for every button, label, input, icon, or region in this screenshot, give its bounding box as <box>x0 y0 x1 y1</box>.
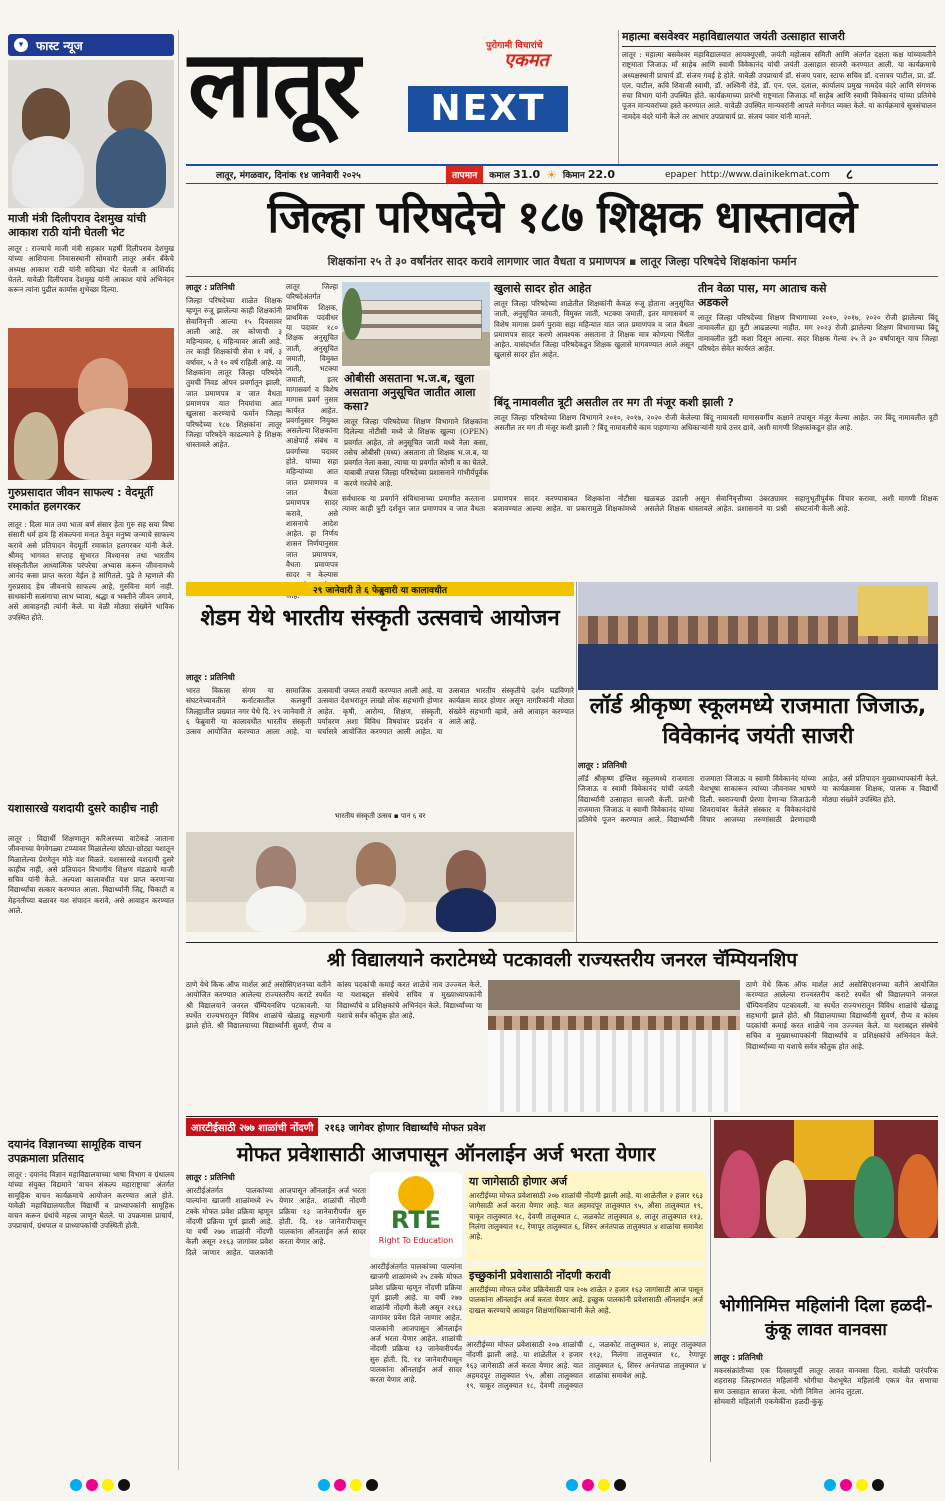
masthead-title: लातूर <box>188 31 359 138</box>
rte-logo-text: RTE <box>390 1206 442 1234</box>
lead-col1 <box>186 282 282 550</box>
shedam-continued: भारतीय संस्कृती उत्सव ▪ पान ६ वर <box>334 812 426 820</box>
top-right-story <box>622 30 936 164</box>
story4-body: लातूर : दयानंद विज्ञान महाविद्यालयाच्या भाषा विभाग व ग्रंथालय यांच्या संयुक्त विद्यमाने 'वाचन संकल्प महाराष्ट्राचा' अंतर्गत सामूहिक वाचन कार्यक्रमाचे आयोजन करण्यात आले होते. यावेळी महाविद्यालयातील विद्यार्थी व प्राध्यापकांनी सामूहिक वाचन करून ग्रंथांचे महत्त्व जाणून घेतले. या उपक्रमास प्राचार्य, उपप्राचार्य, ग्रंथपाल व प्राध्यापकांची उपस्थिती होती. <box>8 1170 174 1231</box>
box1-headline: ओबीसी असताना भ.ज.ब, खुला असताना अनुसूचित जातीत आला कसा? <box>344 372 476 413</box>
box3-headline: तीन वेळा पास, मग आताच कसे अडकले <box>698 282 827 309</box>
bhogi-headline: भोगीनिमित्त महिलांनी दिला हळदी-कुंकू लावत वानवसा <box>719 1296 933 1340</box>
rte-kicker: आरटीईसाठी २७७ शाळांची नोंदणी <box>186 1118 318 1136</box>
date-strip <box>186 164 938 184</box>
rte-headline: मोफत प्रवेशासाठी आजपासून ऑनलाईन अर्ज भरता येणार <box>236 1142 656 1166</box>
masthead <box>186 30 616 160</box>
weather-label: तापमान <box>446 166 483 183</box>
rte-body: आरटीईअंतर्गत पालकांच्या पाल्यांना खाजगी शाळांमध्ये २५ टक्के मोफत प्रवेश प्रक्रिया म्हणून नोंदणी प्रक्रिया पूर्ण झाली आहे. या वर्षी २७७ शाळांनी नोंदणी केली असून २१६३ जागांवर प्रवेश दिले जाणार आहेत. पालकांनी आजपासून ऑनलाईन अर्ज भरता येणार आहेत. शाळांची नोंदणी प्रक्रिया १३ जानेवारीपर्यंत सुरु होती. दि. १४ जानेवारीपासून पालकांना ऑनलाईन अर्ज सादर करता येणार आहे. <box>186 1186 366 1257</box>
story2-headline: गुरुप्रसादात जीवन साफल्य : वेदमूर्ती रमाकांत हलगरकर <box>8 486 154 513</box>
story1-photo <box>8 60 174 208</box>
rte-box1-body: आरटीईच्या मोफत प्रवेशासाठी २०७ शाळांची नोंदणी झाली आहे. या शाळेतील २ हजार १६३ जागेसाठी अर्ज करता येणार आहे. यात अहमदपूर तालुक्यात ९५, औसा तालुक्यात १९, चाकूर तालुक्यात १८, देवणी तालुक्यात ८, जळकोट तालुक्यात ४, लातूर तालुक्यात ११३, निलंगा तालुक्यात १८, रेणापूर तालुक्यात ६, शिरुर अनंतपाळ तालुक्यात ४ शाळांचा समावेश आहे. <box>469 1191 703 1242</box>
rte-text <box>186 1172 366 1462</box>
rte-box2 <box>466 1266 706 1336</box>
min-label: किमान <box>562 171 585 181</box>
lord-body: लॉर्ड श्रीकृष्ण इंग्लिश स्कूलमध्ये राजमाता जिजाऊ व स्वामी विवेकानंद यांची जयंती विद्यार्थ्यांनी उत्साहात साजरी केली. प्रारंभी राजमाता जिजाऊ व स्वामी विवेकानंद यांच्या प्रतिमेचे पूजन करण्यात आले. विद्यार्थ्यांनी राजमाता जिजाऊ व स्वामी विवेकानंद यांच्या वेशभूषा साकारून त्यांच्या जीवनावर भाषणे दिली. स्वराज्याची प्रेरणा देणाऱ्या जिजाऊंनी शिवरायांवर केलेले संस्कार व विवेकानंदांचे विचार आजच्या तरुणांसाठी प्रेरणादायी आहेत, असे प्रतिपादन मुख्याध्यापकांनी केले. या कार्यक्रमास शिक्षक, पालक व विद्यार्थी मोठ्या संख्येने उपस्थित होते. <box>578 774 938 825</box>
epaper-label: epaper <box>665 169 697 180</box>
fast-news-header <box>8 34 174 56</box>
lead-col2-text: लातूर जिल्हा परिषदेअंतर्गत प्राथमिक शिक्षक, प्राथमिक पदवीधर या पदावर १८० शिक्षक अनुसूचित जाती, अनुसूचित जमाती, विमुक्त जाती, भटक्या जमाती, इतर मागासवर्ग व विशेष मागास प्रवर्ग नुसार कार्यरत आहेत. प्रवर्गानुसार नियुक्त असलेल्या शिक्षकांना आक्षेपार्ह संबंध व प्रवर्गाच्या पदावर होते. यांच्या सहा महिन्यांच्या आत जात प्रमाणपत्र व जात वैधता प्रमाणपत्र सादर करावे, असे शासनाचे आदेश आहेत. हा निर्णय शासन निर्णयानुसार जात प्रमाणपत्र, वैधता प्रमाणपत्र सादर न केल्यास <box>286 282 338 580</box>
page-number: ८ <box>845 167 854 183</box>
date-line: लातूर, मंगळवार, दिनांक १४ जानेवारी २०२५ <box>216 171 361 181</box>
bhogi-byline: लातूर : प्रतिनिधी <box>714 1353 763 1362</box>
sun-icon: ☀ <box>546 167 557 182</box>
rte-logo-sub: Right To Education <box>378 1236 454 1245</box>
rte-body-right: आरटीईच्या मोफत प्रवेशासाठी २०७ शाळांची नोंदणी झाली आहे. या शाळेतील २ हजार १६३ जागेसाठी अर्ज करता येणार आहे. यात अहमदपूर तालुक्यात ९५, औसा तालुक्यात १९, चाकूर तालुक्यात १८, देवणी तालुक्यात ८, जळकोट तालुक्यात ४, लातूर तालुक्यात ११३, निलंगा तालुक्यात १८, रेणापूर तालुक्यात ६, शिरुर अनंतपाळ तालुक्यात ४ शाळांचा समावेश आहे. <box>466 1340 706 1391</box>
building-photo <box>342 282 490 366</box>
rte-box1-headline: या जागेसाठी होणार अर्ज <box>469 1175 568 1188</box>
date-banner <box>186 582 574 596</box>
lord-headline: लॉर्ड श्रीकृष्ण स्कूलमध्ये राजमाता जिजाऊ, विवेकानंद जयंती साजरी <box>589 694 927 749</box>
fast-news-column <box>6 30 176 1470</box>
box2-body: लातूर जिल्हा परिषदेच्या शाळेतील शिक्षकांनी केवळ रुजू होताना अनुसूचित जाती, अनुसूचित जमाती, विमुक्त जाती, भटक्या जमाती, इतर मागासवर्ग व विशेष मागास प्रवर्ग पुरावा सहा महिन्यात यात जात प्रमाणपत्र व जात वैधता प्रमाणपत्र सादर करणे आवश्यक असताना ते शिक्षक मात्र कोणत्या भिंतीत आहेत. यासंदर्भात जिल्हा परिषदेकडून शिक्षक खुलासे मागवण्यात आले असून खुलासे सादर होत आहेत. <box>494 299 694 360</box>
max-temp: 31.0 <box>513 168 541 181</box>
story1-headline: माजी मंत्री दिलीपराव देशमुख यांची आकाश राठी यांनी घेतली भेट <box>8 212 146 239</box>
box2 <box>494 282 694 392</box>
max-label: कमाल <box>489 171 511 181</box>
story4-headline: दयानंद विज्ञानच्या सामूहिक वाचन उपक्रमाला प्रतिसाद <box>8 1138 142 1165</box>
rte-box2-headline: इच्छुकांनी प्रवेशासाठी नोंदणी करावी <box>469 1269 611 1282</box>
rte-logo <box>370 1172 462 1258</box>
min-temp: 22.0 <box>587 168 616 181</box>
top-right-body: लातूर : महात्मा बसवेश्वर महाविद्यालयात आयक्यूएसी, जयंती महोत्सव समिती आणि अंतर्गत दक्षता कक्ष यांच्यावतीने राष्ट्रमाता जिजाऊ माँ साहेब आणि स्वामी विवेकानंद यांची जयंती उत्साहात साजरी करण्यात आली. या कार्यक्रमाचे अध्यक्षस्थानी प्राचार्य डॉ. संजय गवई हे होते. यावेळी उपप्राचार्य डॉ. संजय पवार, स्टाफ सचिव डॉ. दत्तात्रय पाटील, प्रा. डॉ. एल. पाटील, कवि शिवाजी स्वामी, डॉ. अश्विनी रोडे, डॉ. एन. एल. दलाल, कार्यालय प्रमुख नामदेव वंदरे आणि संगणक रुचा विभाग यांनी उपस्थित होते. कार्यक्रमाच्या प्रारंभी राष्ट्रमाता जिजाऊ माँ साहेब आणि स्वामी विवेकानंद यांच्या प्रतिमेचे पूजन मान्यवरांच्या हस्ते करण्यात आले. यावेळी उपस्थित मान्यवरांनी आपले मनोगत व्यक्त केले. या कार्यक्रमाचे सूत्रसंचालन नामदेव वंदरे यांनी केले तर आभार उपप्राचार्य प्रा. संजय पवार यांनी मानले. <box>622 50 936 121</box>
masthead-next: NEXT <box>408 86 568 132</box>
lead-col2 <box>286 282 338 580</box>
rte-byline: लातूर : प्रतिनिधी <box>186 1173 235 1182</box>
epaper-link[interactable]: http://www.dainikekmat.com <box>700 169 830 180</box>
shedam-byline: लातूर : प्रतिनिधी <box>186 673 235 682</box>
rte-body-mid: आरटीईअंतर्गत पालकांच्या पाल्यांना खाजगी शाळांमध्ये २५ टक्के मोफत प्रवेश प्रक्रिया म्हणून नोंदणी प्रक्रिया पूर्ण झाली आहे. या वर्षी २७७ शाळांनी नोंदणी केली असून २१६३ जागांवर प्रवेश दिले जाणार आहेत. पालकांनी आजपासून ऑनलाईन अर्ज भरता येणार आहेत. शाळांची नोंदणी प्रक्रिया १३ जानेवारीपर्यंत सुरु होती. दि. १४ जानेवारीपासून पालकांना ऑनलाईन अर्ज सादर करता येणार आहे. <box>370 1262 462 1385</box>
brand-name: एकमत <box>504 50 549 71</box>
bhogi-body: मकरसंक्रांतीच्या एक दिवसापूर्वी लातूर शहरासह जिल्हाभरात महिलांनी भोगीचा सण उत्साहात साजरा केला. भोगी निमित्त सोमवारी महिलांनी एकमेकींना हळदी-कुंकू लावत वानवसा दिला. यावेळी पारंपरिक वेशभूषेत महिलांनी एकत्र येत सणाचा आनंद लुटला. <box>714 1366 938 1406</box>
box4 <box>494 396 938 480</box>
karate-body-right: ठाणे येथे किक ऑफ मार्शल आर्ट असोसिएशनच्या वतीने आयोजित करण्यात आलेल्या राज्यस्तरीय कराटे स्पर्धेत श्री विद्यालयाने जनरल चॅम्पियनशिप पटकावली. या स्पर्धेत राज्यभरातून विविध शाळांचे खेळाडू सहभागी झाले होते. श्री विद्यालयाच्या विद्यार्थ्यांनी सुवर्ण, रौप्य व कांस्य पदकांची कमाई करत शाळेचे नाव उज्ज्वल केले. या यशाबद्दल संस्थेचे सचिव व मुख्याध्यापकांनी विद्यार्थ्यांचे व प्रशिक्षकांचे अभिनंदन केले. विद्यार्थ्यांच्या या यशाचे सर्वत्र कौतुक होत आहे. <box>746 980 938 1051</box>
rte-kicker-row <box>186 1118 706 1136</box>
story1-body: लातूर : राज्याचे माजी मंत्री सहकार महर्षी दिलीपराव देशमुख यांच्या आशियाना निवासस्थानी सोमवारी लातूर अर्बन बँकेचे अध्यक्ष आकाश राठी यांनी सदिच्छा भेट घेतली व आशिर्वाद घेतले. यावेळी दिलीपराव देशमुख यांनी आकाश यांचे अभिनंदन करून त्यांना पुढील कार्यास शुभेच्छा दिल्या. <box>8 244 174 295</box>
story3-headline: यशासारखे यशदायी दुसरे काहीच नाही <box>8 802 158 815</box>
shedam-photo <box>186 832 574 932</box>
registration-strip <box>0 1474 945 1496</box>
bhogi-photo <box>714 1120 938 1238</box>
shedam-body: भारत विकास संगम या सामाजिक संघटनेच्यावतीने कर्नाटकातील कलबुर्गी जिल्ह्यातील प्रख्यात नगर येथे दि. २९ जानेवारी ते ६ फेब्रुवारी या कालावधीत भारतीय संस्कृती उत्सव आयोजित करण्यात आला आहे. या उत्सवाची जय्यत तयारी करण्यात आली आहे. या उत्सवात देशभरातून लाखो लोक सहभागी होणार आहेत. कृषी, आरोग्य, शिक्षण, संस्कृती, पर्यावरण अशा विविध विषयांवर प्रदर्शन व चर्चासत्रे आयोजित करण्यात आली आहेत. या उत्सवात भारतीय संस्कृतीचे दर्शन घडविणारे कार्यक्रम सादर होणार असून नागरिकांनी मोठ्या संख्येने सहभागी व्हावे, असे आवाहन करण्यात आले आहे. <box>186 686 574 737</box>
brand-top: पुरोगामी विचारांचे <box>486 41 543 51</box>
date-banner-text: २९ जानेवारी ते ६ फेब्रुवारी या कालावधीत <box>313 585 447 596</box>
lead-headline: जिल्हा परिषदेचे १८७ शिक्षक धास्तावले <box>267 192 857 243</box>
bhogi-text <box>714 1352 938 1464</box>
story3-body: लातूर : विद्यार्थी शिक्षणातून करिअरच्या वाटेकडे जाताना जीवनाच्या वेगवेगळ्या टप्प्यावर मिळालेल्या छोट्या-छोट्या यशातून मिळालेल्या प्रेरणेतून मोठे यश मिळते. यशासारखे यशदायी दुसरे काहीच नाही, असे प्रतिपादन विभागीय शिक्षण मंडळाचे माजी सचिव यांनी केले. अल्पशा कालावधीत यश प्राप्त करणाऱ्या विद्यार्थ्यांचा सत्कार करण्यात आला. विद्यार्थ्यांनी जिद्द, चिकाटी व मेहनतीच्या बळावर यश संपादन करावे, असे आवाहन करण्यात आले. <box>8 834 174 916</box>
fast-news-icon: ▾ <box>14 38 28 52</box>
box1-body: लातूर जिल्हा परिषदेच्या शिक्षण विभागाने शिक्षकांना दिलेल्या नोटीसी मध्ये जे शिक्षक खुल्या (OPEN) प्रवर्गात आहेत, तो अनुसूचित जाती मध्ये नेला कसा, तसेच ओबीसी (मध्य) असताना तो शिक्षक भ.ज.ब, या प्रवर्गात नेला कसा, त्याचा या प्रवर्गात कोणी व का घेतले. याबाबी तपास जिल्हा परिषदेच्या प्रशासनाने गांभीर्यपूर्वक करणे गरजेचे आहे. <box>344 417 488 488</box>
rte-kicker2: २१६३ जागेवर होणार विद्यार्थ्यांचे मोफत प्रवेश <box>324 1123 486 1134</box>
box3-body: लातूर जिल्हा परिषदेच्या शिक्षण विभागाच्या २०१०, २०१७, २०२० रोजी झालेल्या बिंदू नामावलीत ह्या त्रुटी आढळल्या नाहीत. मग २०२३ रोजी झालेल्या शिक्षण विभागाच्या बिंदू नामावलीत त्रुटी कशा दिसून आल्या. सदर शिक्षक गेल्या २५ ते ३० वर्षांपासून याच जिल्हा परिषदेत सेवेत कार्यरत आहेत. <box>698 313 938 353</box>
story2-body: लातूर : दिला मात तया भाता बर्ण संसार हेता गुरु सह सया विषा संसारी धर्म हाय हि संकल्पना मनात ठेवून मनुष्य जन्माचे साफल्य करावे असे प्रतिपादन वेदमूर्ती रमाकांत हलगरकर यांनी केले. श्रीमद् भागवत सप्ताह सुभारत विश्वानस तथा भारतीय संस्कृतीतील आध्यात्मिक परंपरेचा अभ्यास करून जीवनामध्ये आनंद कसा प्राप्त करता येईल हे सांगितले. पुढे ते म्हणाले की गुरुप्रसाद हेच जीवनाचे साफल्य आहे, गुरुविना मार्ग नाही. साधकांनी सत्संगाचा लाभ घ्यावा, श्रद्धा व भक्तीने जीवन जगावे, असे आवाहनही त्यांनी केले. या वेळी मोठ्या संख्येने भाविक उपस्थित होते. <box>8 520 174 622</box>
box4-headline: बिंदू नामावलीत त्रूटी असतील तर मग ती मंजूर कशी झाली ? <box>494 396 734 409</box>
karate-photo <box>488 980 740 1112</box>
lead-subhead: शिक्षकांना २५ ते ३० वर्षांनंतर सादर करावे लागणार जात वैधता व प्रमाणपत्र ▪ लातूर जिल्हा परिषदेचे शिक्षकांना फर्मान <box>327 255 797 268</box>
box1 <box>342 370 490 490</box>
rte-box1 <box>466 1172 706 1262</box>
lord-byline: लातूर : प्रतिनिधी <box>578 761 627 770</box>
box2-headline: खुलासे सादर होत आहेत <box>494 282 592 295</box>
story2-photo <box>8 328 174 480</box>
fast-news-title: फास्ट न्यूज <box>36 38 83 53</box>
lead-col1-text: जिल्हा परिषदेच्या शाळेत शिक्षक म्हणून रुजू झालेल्या काही शिक्षकांनी सेवानिवृत्ती आल्या १५ दिवसावर आली आहे. तर कोणाची ३ महिन्यावर, ६ महिन्यावर आली आहे. तर काही शिक्षकांची सेवा १ वर्ष, ३ वर्षावर, ५ ते १० वर्ष राहिली आहे. या शिक्षकांना लातूर जिल्हा परिषदेने तुमची निवड ओपन प्रवर्गातून झाली, जात प्रमाणपत्र व जात वैधता प्रमाणपत्र यात नियमांचा आत खुलासा करण्याचे फर्मान जिल्हा परिषदेच्या १८७ शिक्षकांना लातूर जिल्हा परिषदेने काढल्याने हे शिक्षक धास्तावले आहेत. <box>186 296 282 450</box>
box3 <box>698 282 938 392</box>
rte-box2-body: आरटीईच्या मोफत प्रवेश प्रक्रियेसाठी पात्र २०७ शाळेत २ हजार १६३ जागांसाठी आज पासून पालकांना ऑनलाईन अर्ज करता येणार आहे. इच्छुक पालकांनी प्रवेशासाठी ऑनलाईन अर्ज दाखल करण्याचे आवाहन शिक्षणाधिकाऱ्यांनी केले आहे. <box>469 1285 703 1315</box>
lead-byline: लातूर : प्रतिनिधी <box>186 283 235 292</box>
shedam-headline: शेडम येथे भारतीय संस्कृती उत्सवाचे आयोजन <box>200 606 560 631</box>
karate-body: ठाणे येथे किक ऑफ मार्शल आर्ट असोसिएशनच्या वतीने आयोजित करण्यात आलेल्या राज्यस्तरीय कराटे स्पर्धेत श्री विद्यालयाने जनरल चॅम्पियनशिप पटकावली. या स्पर्धेत राज्यभरातून विविध शाळांचे खेळाडू सहभागी झाले होते. श्री विद्यालयाच्या विद्यार्थ्यांनी सुवर्ण, रौप्य व कांस्य पदकांची कमाई करत शाळेचे नाव उज्ज्वल केले. या यशाबद्दल संस्थेचे सचिव व मुख्याध्यापकांनी विद्यार्थ्यांचे व प्रशिक्षकांचे अभिनंदन केले. विद्यार्थ्यांच्या या यशाचे सर्वत्र कौतुक होत आहे. <box>186 980 482 1031</box>
box4-body: लातूर जिल्हा परिषदेच्या शिक्षण विभागाने २०१०, २०१७, २०२० रोजी केलेल्या बिंदू नामावली मागासवर्गीय कक्षाने तपासून मंजूर केल्या आहेत. जर बिंदू नामावलीत त्रूटी असतील तर मग ती मंजूर कशी झाली ? बिंदू नामावलीचे काम पाहणाऱ्या अधिकाऱ्यांनी याचे उत्तर द्यावे, अशी मागणी शिक्षकांकडून होत आहे. <box>494 413 938 433</box>
lord-text <box>578 760 938 940</box>
shedam-text <box>186 672 574 822</box>
lord-photo <box>578 582 938 690</box>
lead-bottom-text: सर्वधारक या प्रवर्गाने संविधानाच्या प्रमाणीत करताना त्यावर काही त्रुटी दर्शवून जात प्रमाणपत्र व जात वैधता प्रमाणपत्र सादर करण्याबाबत शिक्षकांना नोटीसा बजावण्यात आल्या आहेत. या प्रकारामुळे शिक्षकांमध्ये खळबळ उडाली असून सेवानिवृत्तीच्या उंबरठ्यावर असलेले शिक्षक धास्तावले आहेत. प्रशासनाने या प्रश्नी सहानुभूतीपूर्वक विचार करावा, अशी मागणी शिक्षक संघटनांनी केली आहे. <box>342 494 938 514</box>
karate-headline: श्री विद्यालयाने कराटेमध्ये पटकावली राज्यस्तरीय जनरल चॅम्पियनशिप <box>326 949 798 971</box>
top-right-headline: महात्मा बसवेश्वर महाविद्यालयात जयंती उत्साहात साजरी <box>622 30 936 47</box>
